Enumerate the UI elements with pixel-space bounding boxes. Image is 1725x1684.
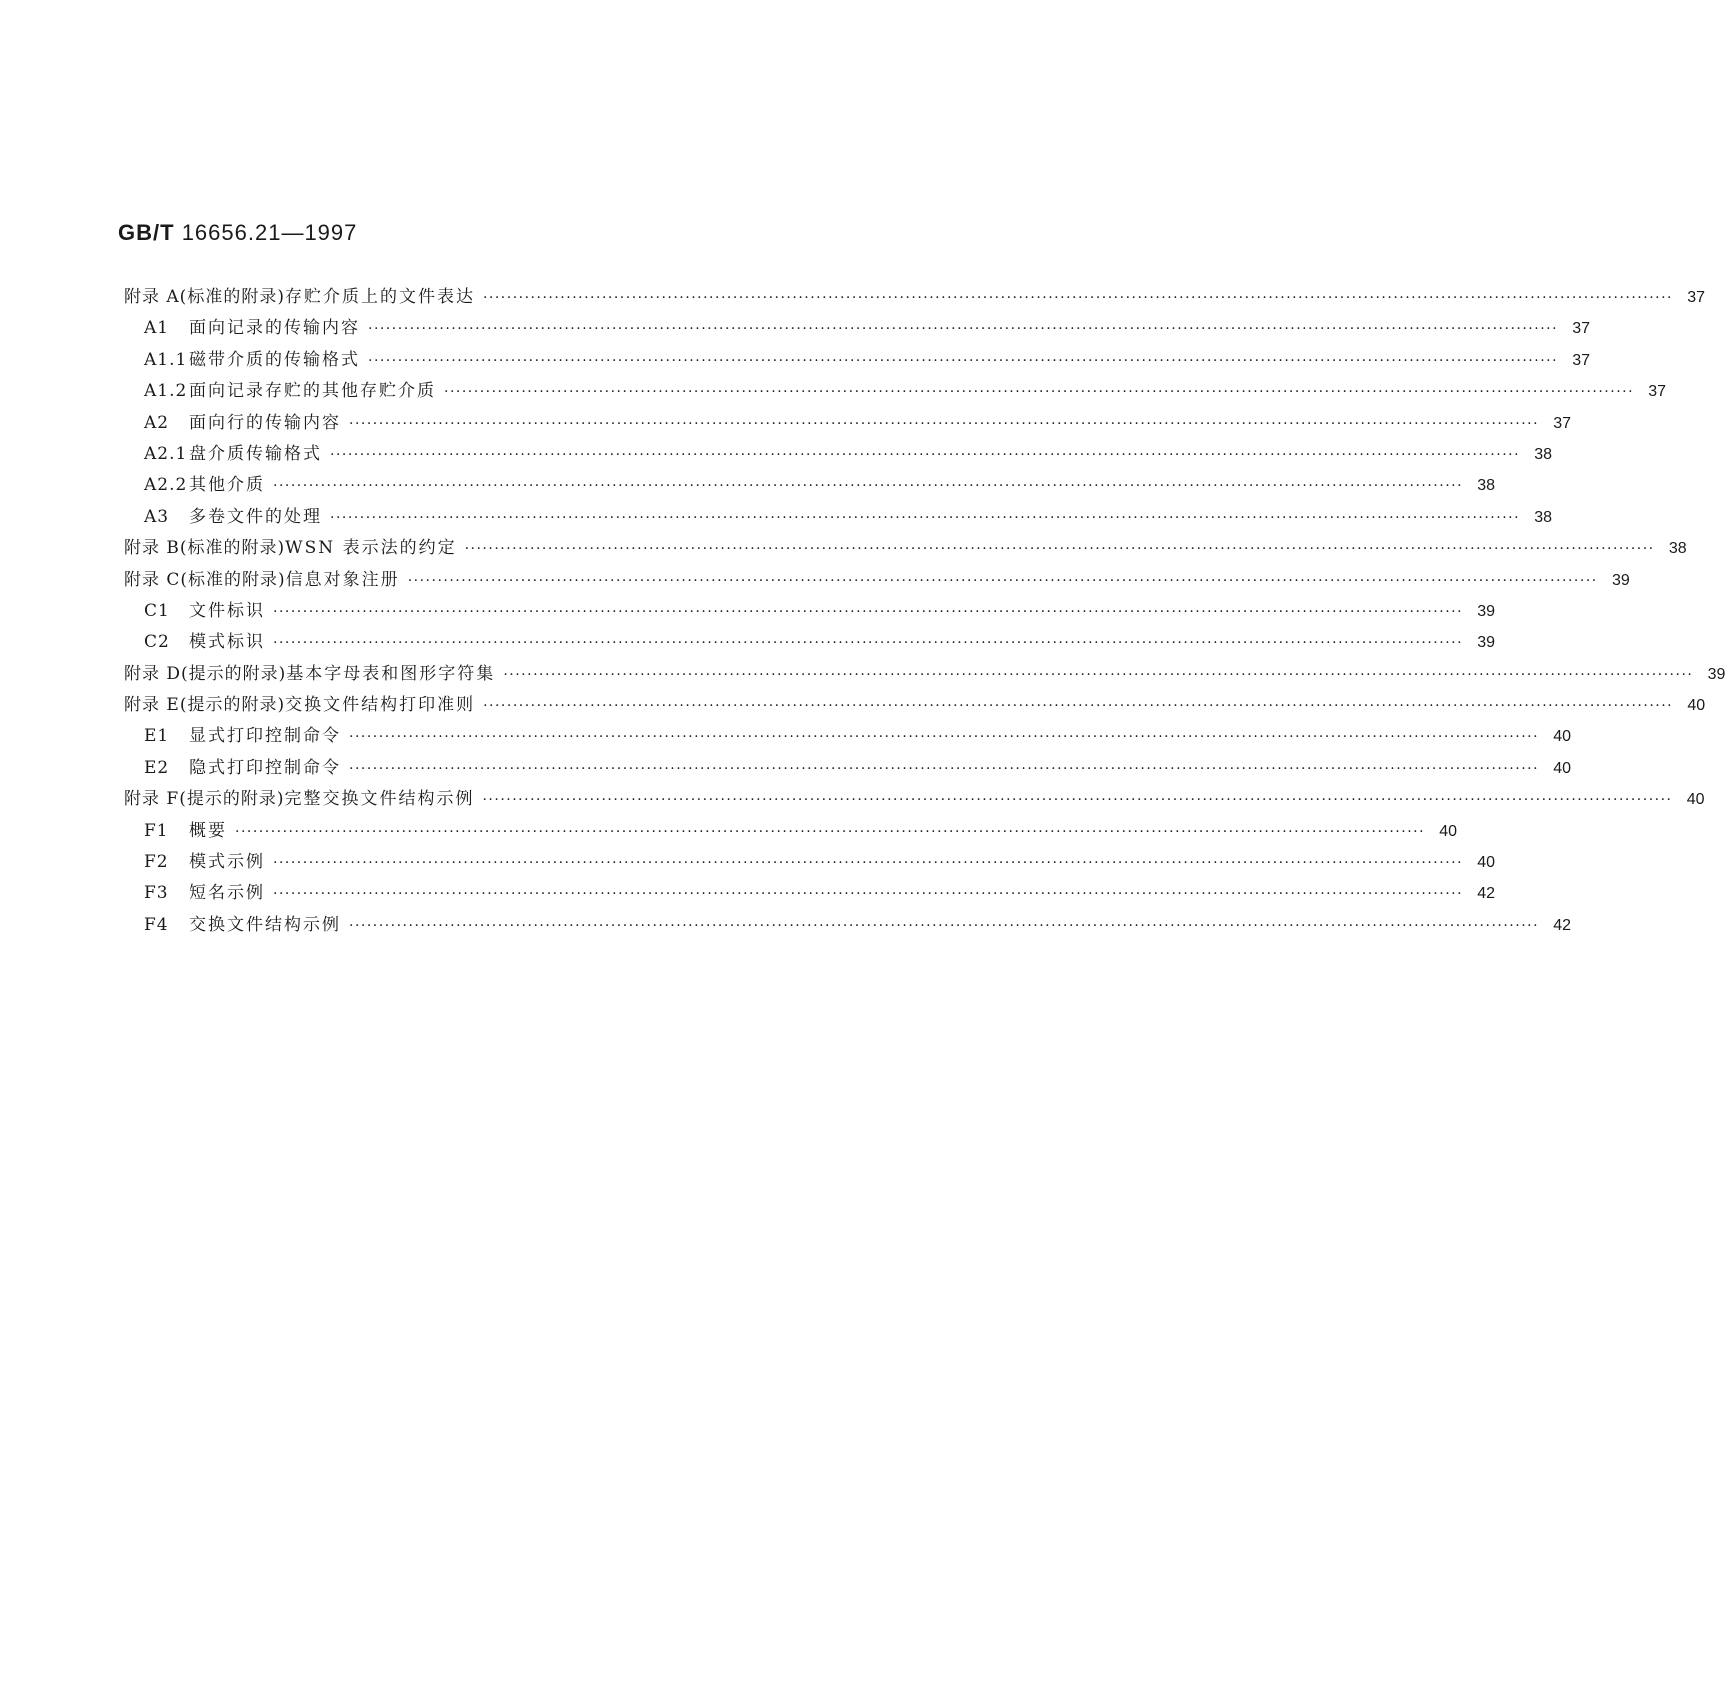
toc-dot-leader: ········································································································································································································ [273,603,1464,620]
toc-title: 概要 [189,820,227,841]
toc-dot-leader: ········································································································································································································ [235,823,1426,840]
toc-dot-leader: ········································································································································································································ [273,886,1464,903]
toc-section-number: A1.2 [144,381,188,402]
toc-title: 完整交换文件结构示例 [284,789,475,810]
toc-title: 短名示例 [189,883,265,904]
toc-entry[interactable] [124,784,1705,815]
toc-entry[interactable] [124,816,1458,847]
toc-page-number: 37 [1553,414,1572,432]
toc-dot-leader: ········································································································································································································ [482,792,1673,809]
toc-title: 基本字母表和图形字符集 [286,663,496,684]
toc-title: 存贮介质上的文件表达 [284,287,475,307]
toc-page-number: 40 [1439,822,1458,840]
toc-page-number: 40 [1553,728,1572,746]
toc-section-number: C1 [144,600,170,621]
toc-dot-leader: ········································································································································································································ [482,290,1673,306]
toc-entry[interactable] [124,753,1572,784]
toc-section-number: A1.1 [144,349,188,370]
toc-section-number: A3 [144,506,170,527]
toc-entry[interactable] [124,470,1496,501]
standard-prefix: GB/T [118,220,175,245]
toc-dot-leader: ········································································································································································································ [330,509,1521,526]
toc-dot-leader: ········································································································································································································ [330,446,1521,463]
toc-title: 其他介质 [189,475,265,496]
toc-dot-leader: ········································································································································································································ [464,541,1655,558]
toc-page-number: 39 [1477,634,1496,652]
toc-page-number: 40 [1686,791,1705,809]
toc-dot-leader: ········································································································································································································ [349,760,1540,777]
toc-page-number: 39 [1707,665,1725,683]
toc-dot-leader: ········································································································································································································ [368,352,1559,369]
toc-page-number: 37 [1572,351,1591,369]
toc-page-number: 37 [1648,383,1667,401]
toc-title: 面向记录存贮的其他存贮介质 [189,381,436,402]
toc-section-number: A1 [144,318,170,339]
toc-entry[interactable] [124,596,1496,627]
toc-entry[interactable] [124,690,1706,721]
toc-section-number: E1 [144,726,170,747]
toc-title: 显式打印控制命令 [189,726,341,747]
toc-annex-label: 附录 C(标准的附录) [124,569,286,590]
toc-title: 隐式打印控制命令 [189,757,341,778]
toc-title: 面向记录的传输内容 [189,318,360,339]
toc-title: 面向行的传输内容 [189,412,341,433]
toc-entry[interactable] [124,502,1553,533]
toc-section-number: A2 [144,412,170,433]
toc-entry[interactable] [124,721,1572,752]
toc-annex-label: 附录 B(标准的附录) [124,538,286,559]
toc-dot-leader: ········································································································································································································ [407,572,1598,589]
toc-dot-leader: ········································································································································································································ [349,415,1540,432]
toc-dot-leader: ········································································································································································································ [273,855,1464,872]
toc-section-number: F2 [144,852,169,873]
toc-dot-leader: ········································································································································································································ [368,321,1559,338]
toc-entry[interactable] [124,847,1496,878]
toc-title: 文件标识 [189,600,265,621]
toc-section-number: A2.1 [144,443,188,464]
toc-page-number: 39 [1477,602,1496,620]
toc-page-number: 38 [1668,540,1687,558]
toc-title: 盘介质传输格式 [189,443,322,464]
toc-title: 交换文件结构打印准则 [285,695,476,716]
toc-page-number: 40 [1553,759,1572,777]
toc-entry[interactable] [124,533,1687,564]
toc-page-number: 37 [1572,320,1591,338]
toc-page-number: 40 [1687,697,1706,715]
toc-annex-label: 附录 F(提示的附录) [124,789,285,810]
toc-section-number: C2 [144,632,170,653]
toc-entry[interactable] [124,376,1667,407]
toc-dot-leader: ········································································································································································································ [444,384,1635,401]
standard-header [118,220,357,246]
toc-page-number: 42 [1477,885,1496,903]
toc-page-number: 40 [1477,854,1496,872]
toc-section-number: F4 [144,914,169,935]
toc-page-number: 37 [1687,289,1705,306]
toc-title: 磁带介质的传输格式 [189,349,360,370]
toc-title: 模式示例 [189,852,265,873]
toc-section-number: A2.2 [144,475,188,496]
toc-section-number: E2 [144,757,170,778]
toc-dot-leader: ········································································································································································································ [273,478,1464,495]
toc-page-number: 38 [1534,445,1553,463]
toc-dot-leader: ········································································································································································································ [273,635,1464,652]
toc-entry[interactable] [124,565,1630,596]
toc-entry[interactable] [124,439,1553,470]
toc-entry[interactable] [124,878,1496,909]
toc-annex-label: 附录 E(提示的附录) [124,695,286,716]
toc-section-number: F1 [144,820,169,841]
toc-entry[interactable] [124,408,1572,439]
toc-entry[interactable] [124,313,1591,344]
toc-dot-leader: ········································································································································································································ [349,729,1540,746]
toc-dot-leader: ········································································································································································································ [503,666,1694,683]
toc-title: 多卷文件的处理 [189,506,322,527]
toc-title: 信息对象注册 [285,569,400,590]
toc-entry[interactable] [124,910,1572,941]
toc-title: WSN 表示法的约定 [285,538,457,559]
toc-entry[interactable] [124,627,1496,658]
toc-entry[interactable] [124,345,1591,376]
table-of-contents [124,282,1725,941]
toc-entry[interactable] [124,282,1705,313]
toc-section-number: F3 [144,883,169,904]
toc-entry[interactable] [124,659,1725,690]
standard-number: 16656.21—1997 [181,220,358,245]
toc-title: 交换文件结构示例 [189,914,341,935]
toc-dot-leader: ········································································································································································································ [483,698,1674,715]
toc-page-number: 39 [1611,571,1630,589]
toc-annex-label: 附录 D(提示的附录) [124,663,287,684]
toc-title: 模式标识 [189,632,265,653]
toc-page-number: 42 [1553,916,1572,934]
toc-page-number: 38 [1534,508,1553,526]
toc-page-number: 38 [1477,477,1496,495]
toc-annex-label: 附录 A(标准的附录) [124,287,285,307]
toc-dot-leader: ········································································································································································································ [349,917,1540,934]
